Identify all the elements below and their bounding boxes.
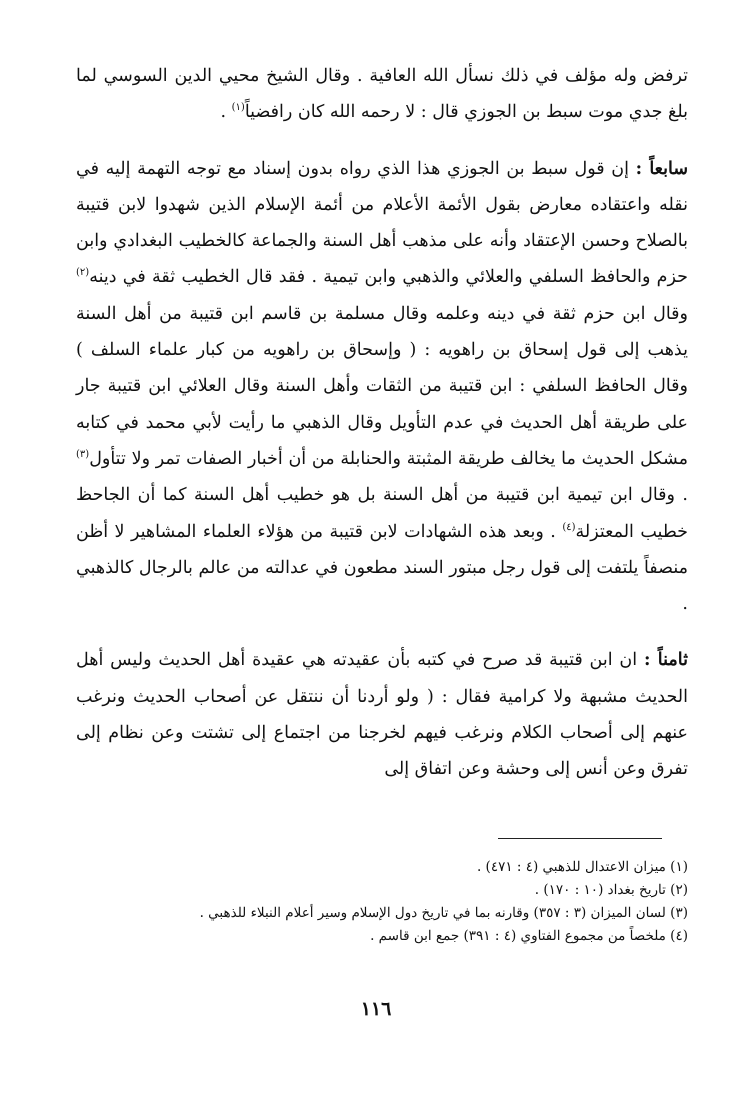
footnote-3: (٣) لسان الميزان (٣ : ٣٥٧) وقارنه بما في تاريخ دول الإسلام وسير أعلام النبلاء للذهبي .	[199, 905, 688, 921]
footnote-1: (١) ميزان الاعتدال للذهبي (٤ : ٤٧١) .	[476, 859, 688, 875]
paragraph-2-text-1: إن قول سبط بن الجوزي هذا الذي رواه بدون إسناد مع توجه التهمة إليه في نقله واعتقاده معارض بقول الأئمة الأعلام من أئمة الإسلام الذين شهدوا لابن قتيبة بالصلاح وحسن الإعتقاد وأنه على مذهب أهل السنة والجماعة كالخطيب البغدادي وابن حزم والحافظ السلفي والعلائي والذهبي وابن تيمية . فقد قال الخطيب ثقة في دينه	[76, 158, 688, 288]
paragraph-2-text-3: . وقال ابن تيمية ابن قتيبة من أهل السنة بل هو خطيب أهل السنة كما أن الجاحظ خطيب المعتزلة	[76, 485, 688, 542]
paragraph-1-text: ترفض وله مؤلف في ذلك نسأل الله العافية . وقال الشيخ محيي الدين السوسي لما بلغ جدي موت سبط بن الجوزي قال : لا رحمه الله كان رافضياً	[76, 66, 688, 123]
paragraph-1-tail: .	[220, 102, 232, 123]
paragraph-2-heading: سابعاً :	[635, 158, 688, 179]
paragraph-1	[76, 58, 688, 131]
paragraph-3-text: ان ابن قتيبة قد صرح في كتبه بأن عقيدته هي عقيدة أهل الحديث وليس أهل الحديث مشبهة ولا كرامية فقال : ( ولو أردنا أن ننتقل عن أصحاب الحديث ونرغب عنهم إلى أصحاب الكلام ونرغب فيهم لخرجنا من اجتماع إلى تشتت وعن نظام إلى تفرق وعن أنس إلى وحشة وعن اتفاق إلى	[76, 650, 688, 780]
footnote-ref-2: (٢)	[76, 267, 90, 279]
footnote-ref-4: (٤)	[562, 521, 576, 533]
paragraph-2-text-4: . وبعد هذه الشهادات لابن قتيبة من هؤلاء العلماء المشاهير لا أظن منصفاً يلتفت إلى قول رجل مبتور السند مطعون في عدالته من عالم بالرجال كالذهبي .	[76, 521, 688, 615]
footnote-2: (٢) تاريخ بغداد (١٠ : ١٧٠) .	[534, 882, 688, 898]
page-number: ١١٦	[360, 998, 392, 1020]
footnote-divider	[498, 838, 662, 839]
paragraph-3	[76, 642, 688, 787]
body-text	[76, 58, 688, 788]
paragraph-2	[76, 151, 688, 623]
paragraph-2-text-2: وقال ابن حزم ثقة في دينه وعلمه وقال مسلمة بن قاسم ابن قتيبة من أهل السنة يذهب إلى قول إسحاق بن راهويه : ( وإسحاق بن راهويه من كبار علماء السلف ) وقال الحافظ السلفي : ابن قتيبة من الثقات وأهل السنة وقال العلائي ابن قتيبة جار على طريقة أهل الحديث في عدم التأويل وقال الذهبي ما رأيت لأبي محمد في كتابه مشكل الحديث ما يخالف طريقة المثبتة والحنابلة من أن أخبار الصفات تمر ولا تتأول	[76, 303, 688, 469]
footnote-ref-3: (٣)	[76, 449, 90, 461]
footnote-ref-1: (١)	[231, 102, 245, 114]
footnote-4: (٤) ملخصاً من مجموع الفتاوي (٤ : ٣٩١) جمع ابن قاسم .	[370, 928, 688, 944]
footnotes	[76, 856, 688, 948]
paragraph-3-heading: ثامناً :	[643, 650, 688, 671]
